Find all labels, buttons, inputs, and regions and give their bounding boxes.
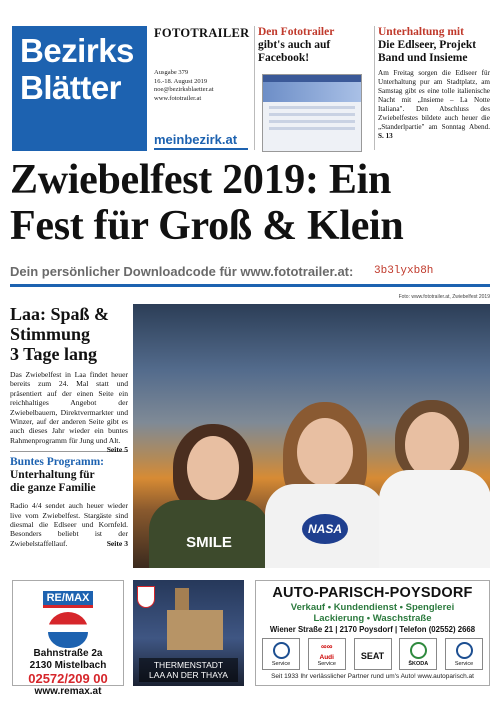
section-label: FOTOTRAILER bbox=[154, 26, 250, 40]
headline-line-1: Zwiebelfest 2019: Ein bbox=[10, 157, 392, 203]
photo-girl-right-shirt bbox=[379, 470, 490, 568]
ad-auto-parisch[interactable] bbox=[255, 580, 490, 686]
entertainment-teaser bbox=[374, 26, 490, 150]
download-code: 3b3lyxb8h bbox=[374, 265, 434, 277]
vw-icon bbox=[273, 642, 290, 659]
parisch-footer: Seit 1933 Ihr verlässlicher Partner rund um's Auto! www.autoparisch.at bbox=[271, 673, 474, 680]
audi-name: Audi bbox=[319, 654, 334, 661]
photo-girl-left-face bbox=[187, 436, 239, 500]
story2-title-1: Unterhaltung für bbox=[10, 469, 95, 482]
story2-title-2: die ganze Familie bbox=[10, 482, 96, 495]
story1-text: Das Zwiebelfest in Laa findet heuer bereits zum 24. Mal statt und präsentiert auf der einen Seite ein reichhaltiges Angebot der Zwiebelbauern, Direktvermarkter und Winzer, auf der anderen Seite gibt es auch dieses Jahr wieder ein buntes Rahmenprogramm für Jung und Alt. bbox=[10, 370, 128, 445]
issue-dates: 16.-18. August 2019 bbox=[154, 77, 208, 85]
remax-address-2: 2130 Mistelbach bbox=[29, 660, 107, 671]
story2-ref: Seite 3 bbox=[106, 538, 128, 548]
facebook-teaser-line-2: gibt's auch auf bbox=[258, 39, 331, 51]
issue-meta bbox=[154, 69, 248, 103]
thermenstadt-caption bbox=[139, 658, 238, 682]
facebook-teaser bbox=[254, 26, 368, 150]
vw-commercial-logo bbox=[445, 638, 483, 670]
headline-line-2: Fest für Groß & Klein bbox=[10, 203, 404, 249]
photo-girl-right-face bbox=[405, 412, 459, 478]
vw-commercial-label: Service bbox=[454, 661, 474, 667]
entertainment-teaser-line-3: Band und Insieme bbox=[378, 52, 468, 64]
entertainment-teaser-ref: S. 13 bbox=[378, 132, 393, 140]
remax-logo: RE/MAX bbox=[43, 591, 94, 608]
vw-label: Service bbox=[271, 661, 291, 667]
remax-address-1: Bahnstraße 2a bbox=[33, 648, 103, 659]
parisch-address: Wiener Straße 21 | 2170 Poysdorf | Telefon (02552) 2668 bbox=[269, 625, 476, 634]
seat-label: SEAT bbox=[360, 651, 385, 661]
facebook-teaser-line-3: Facebook! bbox=[258, 52, 310, 64]
story2-body bbox=[10, 501, 128, 548]
left-column bbox=[10, 304, 128, 572]
photo-girl-middle-shirt bbox=[265, 484, 385, 568]
story2-text: Radio 4/4 sendet auch heuer wieder live vom Zwiebelfest. Stargäste sind diesmal die Edlseer und Kornfeld. Besonders beliebt ist der Zwiebelstaffellauf. bbox=[10, 501, 128, 548]
ad-remax[interactable] bbox=[12, 580, 124, 697]
masthead-line-2: Blätter bbox=[20, 69, 122, 106]
brand-logos bbox=[262, 638, 483, 670]
photo-girl-left-shirt bbox=[149, 500, 269, 568]
ad-thermenstadt[interactable] bbox=[133, 580, 244, 686]
issue-email[interactable]: noe@bezirksblaetter.at bbox=[154, 86, 214, 93]
entertainment-teaser-body bbox=[378, 69, 490, 141]
main-headline bbox=[10, 157, 494, 249]
vw-logo bbox=[262, 638, 300, 670]
main-photo bbox=[133, 304, 490, 568]
skoda-icon bbox=[410, 642, 427, 659]
meinbezirk-link[interactable]: meinbezirk.at bbox=[154, 132, 248, 150]
story1-ref: Seite 5 bbox=[106, 445, 128, 455]
story1-body bbox=[10, 370, 128, 455]
photo-shirt-smile: SMILE bbox=[186, 534, 232, 551]
audi-label: Service bbox=[317, 661, 336, 667]
thermenstadt-line-1: THERMENSTADT bbox=[153, 660, 224, 670]
entertainment-teaser-line-1: Unterhaltung mit bbox=[378, 26, 464, 38]
entertainment-teaser-line-2: Die Edlseer, Projekt bbox=[378, 39, 477, 51]
parisch-services-2: Lackierung • Waschstraße bbox=[313, 613, 432, 624]
story1-title-3: 3 Tage lang bbox=[10, 344, 98, 364]
photo-shirt-nasa: NASA bbox=[302, 514, 348, 544]
audi-rings-icon: ∞∞ bbox=[321, 642, 333, 651]
vw-commercial-icon bbox=[456, 642, 473, 659]
skoda-label: ŠKODA bbox=[408, 661, 429, 667]
remax-phone: 02572/209 00 bbox=[28, 671, 108, 686]
seat-logo bbox=[354, 638, 392, 670]
story1-title-2: Stimmung bbox=[10, 324, 91, 344]
issue-web[interactable]: www.fototrailer.at bbox=[154, 94, 202, 102]
facebook-screenshot bbox=[262, 74, 362, 152]
download-code-bar bbox=[10, 251, 490, 287]
masthead-line-1: Bezirks bbox=[20, 32, 134, 69]
download-code-text: Dein persönlicher Downloadcode für www.fototrailer.at: bbox=[10, 264, 354, 279]
audi-logo bbox=[308, 638, 346, 670]
photo-credit: Foto: www.fototrailer.at, Zwiebelfest 2019 bbox=[398, 294, 490, 300]
parisch-services-1: Verkauf • Kundendienst • Spenglerei bbox=[290, 602, 455, 613]
coat-of-arms-icon bbox=[137, 586, 155, 608]
skoda-logo bbox=[399, 638, 437, 670]
masthead-logo bbox=[12, 26, 147, 151]
balloon-icon bbox=[48, 612, 88, 648]
issue-number: Ausgabe 379 bbox=[154, 69, 189, 76]
photo-girl-middle-face bbox=[297, 418, 353, 486]
story2-kicker: Buntes Programm: bbox=[10, 451, 128, 469]
issue-info bbox=[154, 26, 248, 150]
story1-title-1: Laa: Spaß & bbox=[10, 304, 110, 324]
entertainment-teaser-text: Am Freitag sorgen die Edlseer für Unterhaltung pur am Stadtplatz, am Samstag gibt es eine tolle italienische Nacht mit „Insieme – La Notte Italiana". Den Abschluss des Zwiebelfestes bildete auch heuer die „Standerlpartie" am Sonntag Abend. bbox=[378, 69, 490, 131]
parisch-name: AUTO-PARISCH-POYSDORF bbox=[272, 585, 473, 601]
castle-building bbox=[167, 610, 223, 650]
thermenstadt-line-2: LAA AN DER THAYA bbox=[149, 670, 228, 680]
remax-web[interactable]: www.remax.at bbox=[34, 686, 102, 697]
facebook-teaser-line-1: Den Fototrailer bbox=[258, 26, 335, 38]
